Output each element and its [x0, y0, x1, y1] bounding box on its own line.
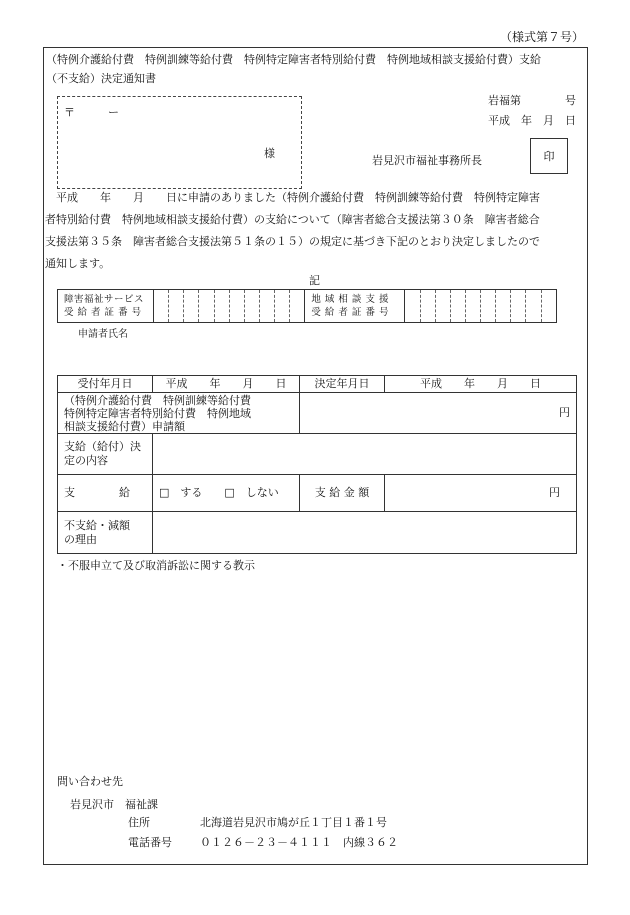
contact-department: 岩見沢市 福祉課	[70, 798, 158, 811]
body-line: 支援法第３５条 障害者総合支援法第５１条の１５）の規定に基づき下記のとおり決定しましたので	[45, 235, 540, 248]
receipt-date-value[interactable]: 平成 年 月 日	[153, 376, 300, 393]
consult-id-label: 地 域 相 談 支 援 受 給 者 証 番 号	[305, 290, 405, 323]
postal-mark: 〒 ー	[64, 106, 119, 119]
decision-table	[57, 375, 577, 554]
digit-cell[interactable]	[420, 290, 435, 323]
payment-options[interactable]: □ する □ しない	[153, 475, 300, 512]
appeal-notice: ・不服申立て及び取消訴訟に関する教示	[57, 559, 255, 572]
payment-amount-value[interactable]: 円	[385, 475, 577, 512]
ki-marker: 記	[309, 274, 320, 287]
digit-cell[interactable]	[214, 290, 229, 323]
digit-cell[interactable]	[169, 290, 184, 323]
digit-cell[interactable]	[244, 290, 259, 323]
non-payment-reason-value[interactable]	[153, 512, 577, 554]
digit-cell[interactable]	[184, 290, 199, 323]
digit-cell[interactable]	[511, 290, 526, 323]
decision-date-value[interactable]: 平成 年 月 日	[385, 376, 577, 393]
receipt-date-label: 受付年月日	[58, 376, 153, 393]
digit-cell[interactable]	[526, 290, 541, 323]
non-payment-reason-label: 不支給・減額 の理由	[58, 512, 153, 554]
decision-content-value[interactable]	[153, 434, 577, 475]
decision-content-label: 支給（給付）決 定の内容	[58, 434, 153, 475]
seal-box: 印	[530, 138, 568, 174]
digit-cell[interactable]	[450, 290, 465, 323]
body-line: 平成 年 月 日に申請のありました（特例介護給付費 特例訓練等給付費 特例特定障害	[45, 191, 540, 204]
contact-phone-label: 電話番号	[128, 836, 172, 849]
body-line: 通知します。	[45, 257, 111, 270]
payment-amount-label: 支 給 金 額	[300, 475, 385, 512]
title-line-1: （特例介護給付費 特例訓練等給付費 特例特定障害者特別給付費 特例地域相談支援給付費）支給	[46, 53, 541, 66]
digit-cell[interactable]	[229, 290, 244, 323]
body-line: 者特別給付費 特例地域相談支援給付費）の支給について（障害者総合支援法第３０条 障害者総合	[45, 213, 540, 226]
recipient-id-table	[57, 289, 557, 323]
contact-address-label: 住所	[128, 816, 150, 829]
digit-cell[interactable]	[275, 290, 290, 323]
digit-cell[interactable]	[481, 290, 496, 323]
contact-address-value: 北海道岩見沢市鳩が丘１丁目１番１号	[200, 816, 387, 829]
document-date: 平成 年 月 日	[488, 114, 576, 127]
contact-phone-value: ０１２６－２３－４１１１ 内線３６２	[200, 836, 398, 849]
digit-cell[interactable]	[496, 290, 511, 323]
digit-cell[interactable]	[259, 290, 274, 323]
applicant-name-label: 申請者氏名	[78, 329, 128, 340]
document-number: 岩福第 号	[488, 94, 576, 107]
application-amount-value[interactable]: 円	[300, 393, 577, 434]
form-number: （様式第７号）	[500, 30, 585, 44]
address-box	[57, 96, 302, 189]
welfare-id-label: 障害福祉サービス 受 給 者 証 番 号	[58, 290, 154, 323]
digit-cell[interactable]	[435, 290, 450, 323]
digit-cell[interactable]	[199, 290, 214, 323]
contact-heading: 問い合わせ先	[57, 775, 123, 788]
digit-cell[interactable]	[405, 290, 420, 323]
digit-cell[interactable]	[153, 290, 168, 323]
issuer-name: 岩見沢市福祉事務所長	[372, 154, 482, 167]
digit-cell[interactable]	[465, 290, 480, 323]
digit-cell[interactable]	[541, 290, 556, 323]
decision-date-label: 決定年月日	[300, 376, 385, 393]
recipient-honorific: 様	[264, 147, 275, 160]
application-amount-label: （特例介護給付費 特例訓練等給付費 特例特定障害者特別給付費 特例地域 相談支援給付費）申請額	[58, 393, 300, 434]
digit-cell[interactable]	[290, 290, 305, 323]
title-line-2: （不支給）決定通知書	[46, 72, 156, 85]
notice-body	[45, 187, 585, 275]
payment-label: 支 給	[58, 475, 153, 512]
